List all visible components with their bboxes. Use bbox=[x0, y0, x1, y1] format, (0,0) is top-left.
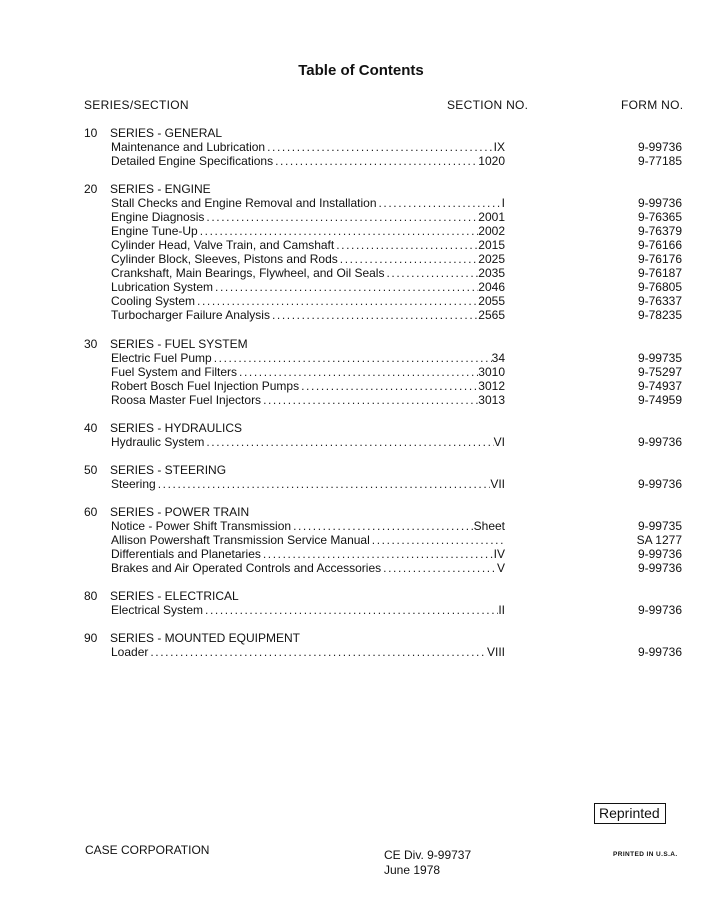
toc-entry bbox=[111, 547, 505, 561]
entry-form: 9-74959 bbox=[637, 393, 682, 407]
series-number: 40 bbox=[84, 421, 98, 435]
dot-leader bbox=[338, 252, 479, 266]
entry-label: Loader bbox=[111, 645, 149, 659]
dot-leader bbox=[203, 603, 498, 617]
entry-section: VIII bbox=[486, 645, 505, 659]
dot-leader bbox=[261, 547, 494, 561]
entry-form: 9-76187 bbox=[637, 266, 682, 280]
entry-form: 9-77185 bbox=[637, 154, 682, 168]
footer-printed: PRINTED IN U.S.A. bbox=[613, 851, 678, 858]
series-number: 60 bbox=[84, 505, 98, 519]
entry-form: 9-76166 bbox=[637, 238, 682, 252]
entry-label: Engine Diagnosis bbox=[111, 210, 205, 224]
dot-leader bbox=[270, 308, 478, 322]
toc-entry bbox=[111, 561, 505, 575]
entry-form: SA 1277 bbox=[636, 533, 682, 547]
entry-form: 9-99736 bbox=[637, 477, 682, 491]
toc-entry bbox=[111, 519, 505, 533]
toc-entry bbox=[111, 140, 505, 154]
entry-form: 9-75297 bbox=[637, 365, 682, 379]
entry-section: 2025 bbox=[478, 252, 505, 266]
series-number: 20 bbox=[84, 182, 98, 196]
column-header-series: SERIES/SECTION bbox=[84, 98, 189, 112]
dot-leader bbox=[261, 393, 478, 407]
entry-section: 2002 bbox=[478, 224, 505, 238]
entry-form: 9-99736 bbox=[637, 435, 682, 449]
dot-leader bbox=[148, 645, 487, 659]
column-header-form-no: FORM NO. bbox=[621, 98, 684, 112]
toc-entry bbox=[111, 280, 505, 294]
entry-section: 3013 bbox=[478, 393, 505, 407]
toc-entry bbox=[111, 266, 505, 280]
entry-form: 9-99736 bbox=[637, 645, 682, 659]
toc-entry bbox=[111, 477, 505, 491]
footer-date: June 1978 bbox=[384, 863, 441, 877]
dot-leader bbox=[265, 140, 494, 154]
entry-section: 2046 bbox=[478, 280, 505, 294]
entry-section: 3010 bbox=[478, 365, 505, 379]
entry-section: II bbox=[498, 603, 505, 617]
series-title: SERIES - HYDRAULICS bbox=[110, 421, 243, 435]
entry-section: I bbox=[501, 196, 505, 210]
entry-section: 3012 bbox=[478, 379, 505, 393]
entry-label: Allison Powershaft Transmission Service Manual bbox=[111, 533, 370, 547]
entry-label: Maintenance and Lubrication bbox=[111, 140, 266, 154]
page-title: Table of Contents bbox=[298, 62, 424, 79]
entry-label: Engine Tune-Up bbox=[111, 224, 198, 238]
entry-label: Electrical System bbox=[111, 603, 204, 617]
series-number: 80 bbox=[84, 589, 98, 603]
series-title: SERIES - POWER TRAIN bbox=[110, 505, 250, 519]
entry-label: Differentials and Planetaries bbox=[111, 547, 261, 561]
series-number: 90 bbox=[84, 631, 98, 645]
toc-entry bbox=[111, 210, 505, 224]
entry-section: 34 bbox=[491, 351, 505, 365]
entry-section: VII bbox=[490, 477, 505, 491]
toc-entry bbox=[111, 533, 505, 547]
entry-label: Crankshaft, Main Bearings, Flywheel, and Oil Seals bbox=[111, 266, 385, 280]
entry-label: Detailed Engine Specifications bbox=[111, 154, 274, 168]
toc-entry bbox=[111, 294, 505, 308]
toc-entry bbox=[111, 435, 505, 449]
toc-entry bbox=[111, 603, 505, 617]
entry-form: 9-99736 bbox=[637, 196, 682, 210]
entry-section: V bbox=[496, 561, 505, 575]
footer-company: CASE CORPORATION bbox=[85, 843, 210, 857]
dot-leader bbox=[291, 519, 474, 533]
entry-label: Turbocharger Failure Analysis bbox=[111, 308, 270, 322]
entry-section: IX bbox=[493, 140, 505, 154]
entry-label: Roosa Master Fuel Injectors bbox=[111, 393, 262, 407]
dot-leader bbox=[299, 379, 478, 393]
entry-section: 2001 bbox=[478, 210, 505, 224]
dot-leader bbox=[237, 365, 478, 379]
entry-label: Hydraulic System bbox=[111, 435, 205, 449]
toc-entry bbox=[111, 393, 505, 407]
dot-leader bbox=[212, 351, 492, 365]
series-number: 30 bbox=[84, 337, 98, 351]
dot-leader bbox=[204, 210, 478, 224]
series-title: SERIES - STEERING bbox=[110, 463, 227, 477]
toc-entry bbox=[111, 154, 505, 168]
dot-leader bbox=[334, 238, 478, 252]
entry-label: Steering bbox=[111, 477, 156, 491]
series-title: SERIES - ENGINE bbox=[110, 182, 211, 196]
entry-section: Sheet bbox=[473, 519, 505, 533]
entry-form: 9-76805 bbox=[637, 280, 682, 294]
reprinted-stamp: Reprinted bbox=[594, 803, 666, 824]
entry-label: Electric Fuel Pump bbox=[111, 351, 212, 365]
entry-form: 9-76379 bbox=[637, 224, 682, 238]
entry-form: 9-99736 bbox=[637, 547, 682, 561]
dot-leader bbox=[198, 224, 479, 238]
entry-section: 2035 bbox=[478, 266, 505, 280]
entry-form: 9-76176 bbox=[637, 252, 682, 266]
entry-label: Cylinder Head, Valve Train, and Camshaft bbox=[111, 238, 335, 252]
toc-entry bbox=[111, 645, 505, 659]
dot-leader bbox=[204, 435, 493, 449]
entry-form: 9-74937 bbox=[637, 379, 682, 393]
entry-label: Fuel System and Filters bbox=[111, 365, 238, 379]
entry-section: VI bbox=[493, 435, 505, 449]
entry-label: Brakes and Air Operated Controls and Accessories bbox=[111, 561, 382, 575]
series-title: SERIES - FUEL SYSTEM bbox=[110, 337, 248, 351]
entry-form: 9-99736 bbox=[637, 603, 682, 617]
entry-label: Stall Checks and Engine Removal and Installation bbox=[111, 196, 377, 210]
dot-leader bbox=[384, 266, 478, 280]
entry-label: Cylinder Block, Sleeves, Pistons and Rods bbox=[111, 252, 338, 266]
entry-label: Cooling System bbox=[111, 294, 196, 308]
entry-form: 9-76337 bbox=[637, 294, 682, 308]
entry-section: 2015 bbox=[478, 238, 505, 252]
entry-form: 9-99736 bbox=[637, 140, 682, 154]
entry-label: Robert Bosch Fuel Injection Pumps bbox=[111, 379, 300, 393]
toc-entry bbox=[111, 252, 505, 266]
toc-entry bbox=[111, 379, 505, 393]
entry-form: 9-78235 bbox=[637, 308, 682, 322]
toc-entry bbox=[111, 224, 505, 238]
dot-leader bbox=[273, 154, 478, 168]
series-title: SERIES - GENERAL bbox=[110, 126, 223, 140]
entry-form: 9-76365 bbox=[637, 210, 682, 224]
series-title: SERIES - MOUNTED EQUIPMENT bbox=[110, 631, 301, 645]
entry-section: IV bbox=[493, 547, 505, 561]
toc-entry bbox=[111, 238, 505, 252]
toc-entry bbox=[111, 196, 505, 210]
dot-leader bbox=[156, 477, 491, 491]
toc-entry bbox=[111, 365, 505, 379]
entry-form: 9-99736 bbox=[637, 561, 682, 575]
entry-form: 9-99735 bbox=[637, 351, 682, 365]
series-number: 10 bbox=[84, 126, 98, 140]
dot-leader bbox=[370, 533, 505, 547]
entry-section: 2055 bbox=[478, 294, 505, 308]
toc-entry bbox=[111, 351, 505, 365]
footer-division-number: CE Div. 9-99737 bbox=[384, 848, 472, 862]
dot-leader bbox=[377, 196, 502, 210]
dot-leader bbox=[381, 561, 497, 575]
column-header-section-no: SECTION NO. bbox=[447, 98, 529, 112]
entry-label: Lubrication System bbox=[111, 280, 214, 294]
toc-entry bbox=[111, 308, 505, 322]
entry-section: 2565 bbox=[478, 308, 505, 322]
entry-label: Notice - Power Shift Transmission bbox=[111, 519, 292, 533]
series-number: 50 bbox=[84, 463, 98, 477]
dot-leader bbox=[195, 294, 478, 308]
dot-leader bbox=[213, 280, 478, 294]
series-title: SERIES - ELECTRICAL bbox=[110, 589, 239, 603]
footer-division bbox=[384, 848, 471, 878]
entry-form: 9-99735 bbox=[637, 519, 682, 533]
entry-section: 1020 bbox=[478, 154, 505, 168]
